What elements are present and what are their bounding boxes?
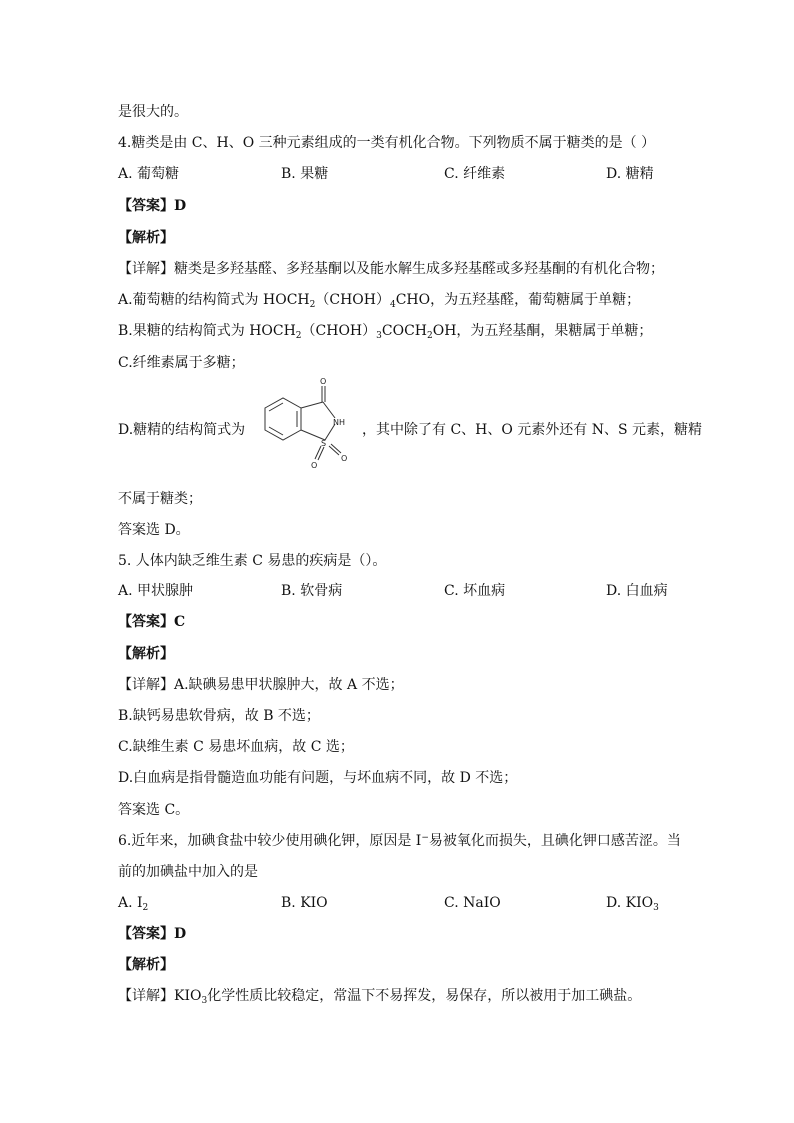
detail-line: D.白血病是指骨髓造血功能有问题，与坏血病不同，故 D 不选； [118, 770, 518, 786]
question-5: 5. 人体内缺乏维生素 C 易患的疾病是（）。 [118, 553, 387, 569]
option-b: B. 果糖 [281, 166, 329, 182]
option-d: D. $KIO_3$ [606, 895, 659, 913]
option-c: C. 纤维素 [444, 166, 506, 182]
analysis-label: 【解析】 [118, 230, 174, 246]
option-b: B. KIO [281, 895, 328, 911]
option-c: C. NaIO [444, 895, 501, 911]
option-c: C. 坏血病 [444, 583, 506, 599]
detail-line: ，其中除了有 C、H、O 元素外还有 N、S 元素，糖精 [362, 422, 703, 438]
detail-line: A.葡萄糖的结构简式为 $HOCH_2(CHOH)_4CHO$，为五羟基醛，葡萄糖属于单糖； [118, 292, 641, 310]
detail-line: B.果糖的结构简式为 $HOCH_2(CHOH)_3COCH_2OH$，为五羟基酮，果糖属于单糖； [118, 323, 653, 341]
detail-line: 【详解】$KIO_3$化学性质比较稳定，常温下不易挥发，易保存，所以被用于加工碘盐。 [118, 988, 642, 1006]
question-4: 4.糖类是由 C、H、O 三种元素组成的一类有机化合物。下列物质不属于糖类的是（ ） [118, 135, 656, 151]
option-a: A. 葡萄糖 [118, 166, 180, 182]
sulfur-label: S [321, 439, 327, 448]
analysis-label: 【解析】 [118, 646, 174, 662]
option-b: B. 软骨病 [281, 583, 343, 599]
question-6-cont: 前的加碘盐中加入的是 [118, 864, 258, 880]
answer-conclusion: 答案选 C。 [118, 802, 190, 818]
oxygen-label: O [311, 461, 318, 470]
option-a: A. 甲状腺肿 [118, 583, 194, 599]
option-a: A. $I_2$ [118, 895, 149, 913]
oxygen-label: O [320, 377, 327, 386]
nh-label: NH [333, 418, 345, 427]
text-line: 是很大的。 [118, 104, 188, 120]
detail-line: C.缺维生素 C 易患坏血病，故 C 选； [118, 739, 354, 755]
answer-label: 【答案】D [118, 198, 187, 214]
detail-line: 【详解】糖类是多羟基醛、多羟基酮以及能水解生成多羟基醛或多羟基酮的有机化合物； [118, 261, 664, 277]
answer-conclusion: 答案选 D。 [118, 522, 190, 538]
answer-label: 【答案】C [118, 614, 186, 630]
oxygen-label: O [341, 454, 348, 463]
detail-line: 不属于糖类； [118, 491, 202, 507]
detail-line: C.纤维素属于多糖； [118, 355, 245, 371]
question-6: 6.近年来，加碘食盐中较少使用碘化钾，原因是 I−易被氧化而损失，且碘化钾口感苦涩。当 [118, 833, 681, 849]
detail-line: 【详解】A.缺碘易患甲状腺肿大，故 A 不选； [118, 677, 404, 693]
answer-label: 【答案】D [118, 926, 187, 942]
detail-line: B.缺钙易患软骨病，故 B 不选； [118, 708, 320, 724]
detail-line: D.糖精的结构简式为 [118, 422, 246, 438]
option-d: D. 糖精 [606, 166, 654, 182]
option-d: D. 白血病 [606, 583, 668, 599]
analysis-label: 【解析】 [118, 957, 174, 973]
saccharin-structure [243, 376, 363, 476]
